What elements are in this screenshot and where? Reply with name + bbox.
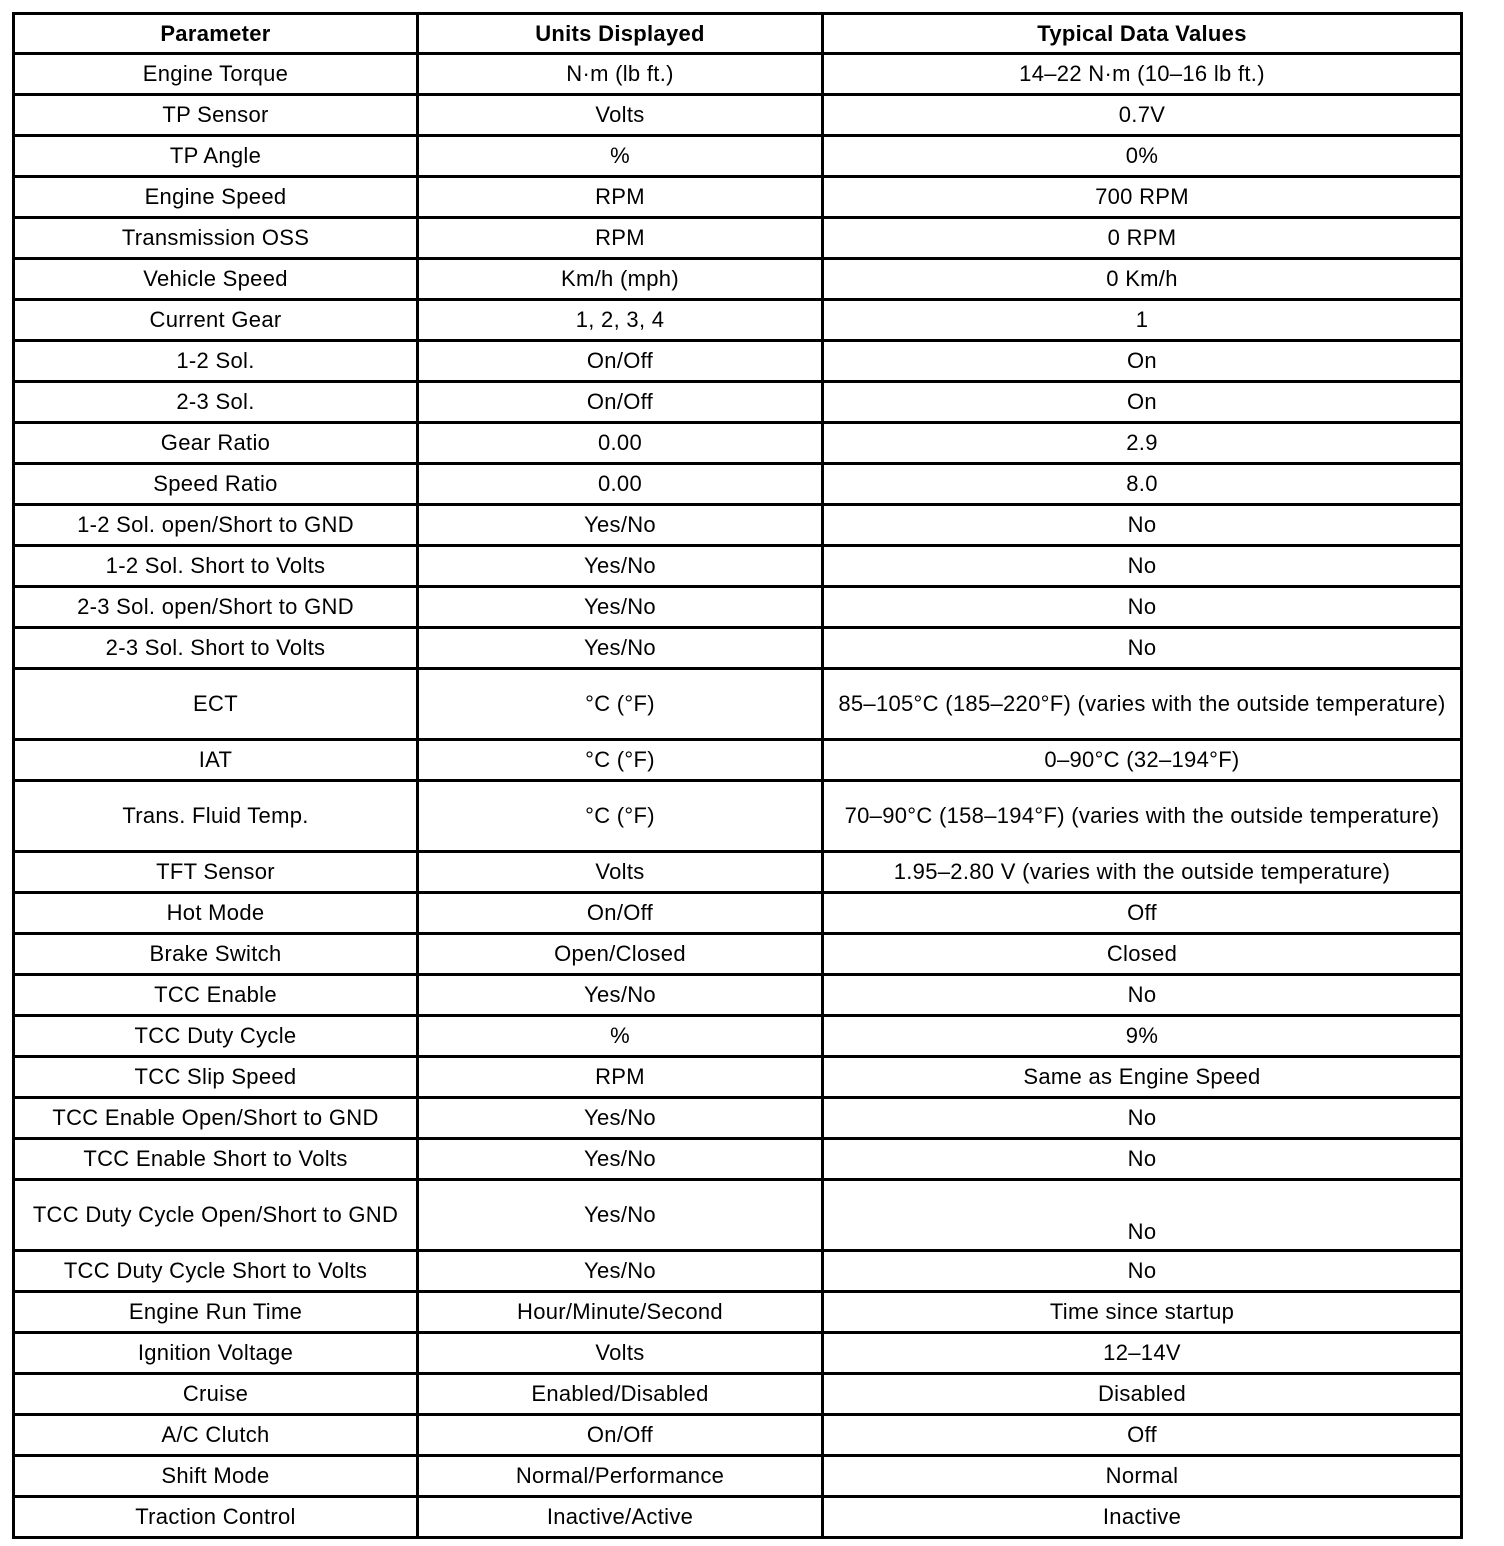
cell-units: 0.00: [418, 464, 823, 505]
cell-units: 0.00: [418, 423, 823, 464]
cell-parameter: 1-2 Sol.: [14, 341, 418, 382]
cell-typical: Time since startup: [823, 1292, 1462, 1333]
cell-parameter: TCC Enable Short to Volts: [14, 1139, 418, 1180]
table-row: [14, 1180, 1462, 1251]
table-row: [14, 259, 1462, 300]
cell-typical: No: [823, 1098, 1462, 1139]
cell-typical: No: [823, 1180, 1462, 1251]
cell-parameter: 2-3 Sol. open/Short to GND: [14, 587, 418, 628]
cell-units: Yes/No: [418, 505, 823, 546]
cell-units: Yes/No: [418, 1251, 823, 1292]
cell-units: Volts: [418, 1333, 823, 1374]
table-row: [14, 1016, 1462, 1057]
table-row: [14, 546, 1462, 587]
cell-parameter: 1-2 Sol. Short to Volts: [14, 546, 418, 587]
table-row: [14, 341, 1462, 382]
table-row: [14, 1333, 1462, 1374]
cell-parameter: Speed Ratio: [14, 464, 418, 505]
cell-parameter: Trans. Fluid Temp.: [14, 781, 418, 852]
cell-parameter: IAT: [14, 740, 418, 781]
cell-typical: 14–22 N·m (10–16 lb ft.): [823, 54, 1462, 95]
cell-parameter: TFT Sensor: [14, 852, 418, 893]
cell-parameter: TCC Enable: [14, 975, 418, 1016]
table-row: [14, 423, 1462, 464]
table-row: [14, 852, 1462, 893]
cell-typical: 70–90°C (158–194°F) (varies with the outside temperature): [823, 781, 1462, 852]
cell-typical: Disabled: [823, 1374, 1462, 1415]
cell-parameter: Current Gear: [14, 300, 418, 341]
cell-units: %: [418, 1016, 823, 1057]
scan-data-table: [12, 12, 1463, 1539]
cell-units: Open/Closed: [418, 934, 823, 975]
table-row: [14, 1139, 1462, 1180]
cell-parameter: Transmission OSS: [14, 218, 418, 259]
cell-typical: 0 Km/h: [823, 259, 1462, 300]
table-row: [14, 669, 1462, 740]
table-row: [14, 975, 1462, 1016]
cell-units: Volts: [418, 95, 823, 136]
cell-parameter: TP Sensor: [14, 95, 418, 136]
table-row: [14, 218, 1462, 259]
cell-units: °C (°F): [418, 740, 823, 781]
cell-parameter: ECT: [14, 669, 418, 740]
table-row: [14, 1497, 1462, 1538]
cell-parameter: Brake Switch: [14, 934, 418, 975]
cell-units: RPM: [418, 1057, 823, 1098]
cell-typical: Off: [823, 1415, 1462, 1456]
table-row: [14, 1374, 1462, 1415]
cell-typical: On: [823, 382, 1462, 423]
table-row: [14, 505, 1462, 546]
table-row: [14, 781, 1462, 852]
table-row: [14, 1251, 1462, 1292]
cell-units: Km/h (mph): [418, 259, 823, 300]
cell-units: Hour/Minute/Second: [418, 1292, 823, 1333]
table-body: [14, 54, 1462, 1538]
cell-units: Normal/Performance: [418, 1456, 823, 1497]
cell-parameter: A/C Clutch: [14, 1415, 418, 1456]
cell-parameter: Gear Ratio: [14, 423, 418, 464]
cell-units: On/Off: [418, 382, 823, 423]
cell-typical: Normal: [823, 1456, 1462, 1497]
cell-parameter: Engine Run Time: [14, 1292, 418, 1333]
cell-parameter: Shift Mode: [14, 1456, 418, 1497]
cell-typical: No: [823, 1251, 1462, 1292]
cell-units: °C (°F): [418, 669, 823, 740]
table-row: [14, 893, 1462, 934]
cell-units: Enabled/Disabled: [418, 1374, 823, 1415]
cell-typical: 0–90°C (32–194°F): [823, 740, 1462, 781]
cell-typical: 85–105°C (185–220°F) (varies with the outside temperature): [823, 669, 1462, 740]
cell-typical: No: [823, 587, 1462, 628]
table-row: [14, 95, 1462, 136]
table-row: [14, 740, 1462, 781]
cell-parameter: 2-3 Sol. Short to Volts: [14, 628, 418, 669]
cell-typical: 9%: [823, 1016, 1462, 1057]
cell-units: 1, 2, 3, 4: [418, 300, 823, 341]
table-row: [14, 177, 1462, 218]
cell-parameter: Traction Control: [14, 1497, 418, 1538]
cell-typical: 0%: [823, 136, 1462, 177]
cell-parameter: TP Angle: [14, 136, 418, 177]
cell-units: Volts: [418, 852, 823, 893]
cell-units: °C (°F): [418, 781, 823, 852]
table-row: [14, 464, 1462, 505]
cell-typical: No: [823, 546, 1462, 587]
cell-parameter: Cruise: [14, 1374, 418, 1415]
cell-units: Yes/No: [418, 975, 823, 1016]
cell-typical: Inactive: [823, 1497, 1462, 1538]
table-row: [14, 136, 1462, 177]
cell-typical: Off: [823, 893, 1462, 934]
cell-parameter: TCC Duty Cycle Open/Short to GND: [14, 1180, 418, 1251]
table-row: [14, 934, 1462, 975]
cell-units: Yes/No: [418, 1139, 823, 1180]
cell-typical: 12–14V: [823, 1333, 1462, 1374]
cell-parameter: TCC Enable Open/Short to GND: [14, 1098, 418, 1139]
cell-units: Yes/No: [418, 1098, 823, 1139]
cell-parameter: Engine Torque: [14, 54, 418, 95]
cell-units: %: [418, 136, 823, 177]
table-row: [14, 1415, 1462, 1456]
header-parameter: Parameter: [14, 14, 418, 54]
cell-parameter: Engine Speed: [14, 177, 418, 218]
cell-typical: 8.0: [823, 464, 1462, 505]
cell-typical: 1.95–2.80 V (varies with the outside temperature): [823, 852, 1462, 893]
cell-typical: 1: [823, 300, 1462, 341]
cell-parameter: 2-3 Sol.: [14, 382, 418, 423]
cell-typical: 2.9: [823, 423, 1462, 464]
cell-parameter: Ignition Voltage: [14, 1333, 418, 1374]
cell-units: On/Off: [418, 893, 823, 934]
cell-typical: 700 RPM: [823, 177, 1462, 218]
cell-units: RPM: [418, 177, 823, 218]
cell-units: Yes/No: [418, 628, 823, 669]
cell-parameter: TCC Duty Cycle Short to Volts: [14, 1251, 418, 1292]
cell-parameter: 1-2 Sol. open/Short to GND: [14, 505, 418, 546]
cell-typical: No: [823, 628, 1462, 669]
cell-units: N·m (lb ft.): [418, 54, 823, 95]
cell-parameter: Hot Mode: [14, 893, 418, 934]
table-row: [14, 1292, 1462, 1333]
table-row: [14, 628, 1462, 669]
table-row: [14, 1098, 1462, 1139]
cell-typical: 0.7V: [823, 95, 1462, 136]
cell-units: Inactive/Active: [418, 1497, 823, 1538]
cell-units: On/Off: [418, 341, 823, 382]
table-row: [14, 54, 1462, 95]
cell-typical: 0 RPM: [823, 218, 1462, 259]
cell-units: Yes/No: [418, 1180, 823, 1251]
cell-typical: No: [823, 975, 1462, 1016]
table-row: [14, 587, 1462, 628]
cell-units: Yes/No: [418, 587, 823, 628]
table-row: [14, 1456, 1462, 1497]
cell-typical: On: [823, 341, 1462, 382]
cell-typical: Closed: [823, 934, 1462, 975]
table-row: [14, 382, 1462, 423]
table-row: [14, 300, 1462, 341]
cell-units: On/Off: [418, 1415, 823, 1456]
cell-typical: No: [823, 1139, 1462, 1180]
table-row: [14, 1057, 1462, 1098]
header-units: Units Displayed: [418, 14, 823, 54]
cell-parameter: TCC Duty Cycle: [14, 1016, 418, 1057]
cell-units: Yes/No: [418, 546, 823, 587]
cell-typical: Same as Engine Speed: [823, 1057, 1462, 1098]
cell-parameter: TCC Slip Speed: [14, 1057, 418, 1098]
header-row: [14, 14, 1462, 54]
header-typical: Typical Data Values: [823, 14, 1462, 54]
cell-parameter: Vehicle Speed: [14, 259, 418, 300]
cell-units: RPM: [418, 218, 823, 259]
cell-typical: No: [823, 505, 1462, 546]
